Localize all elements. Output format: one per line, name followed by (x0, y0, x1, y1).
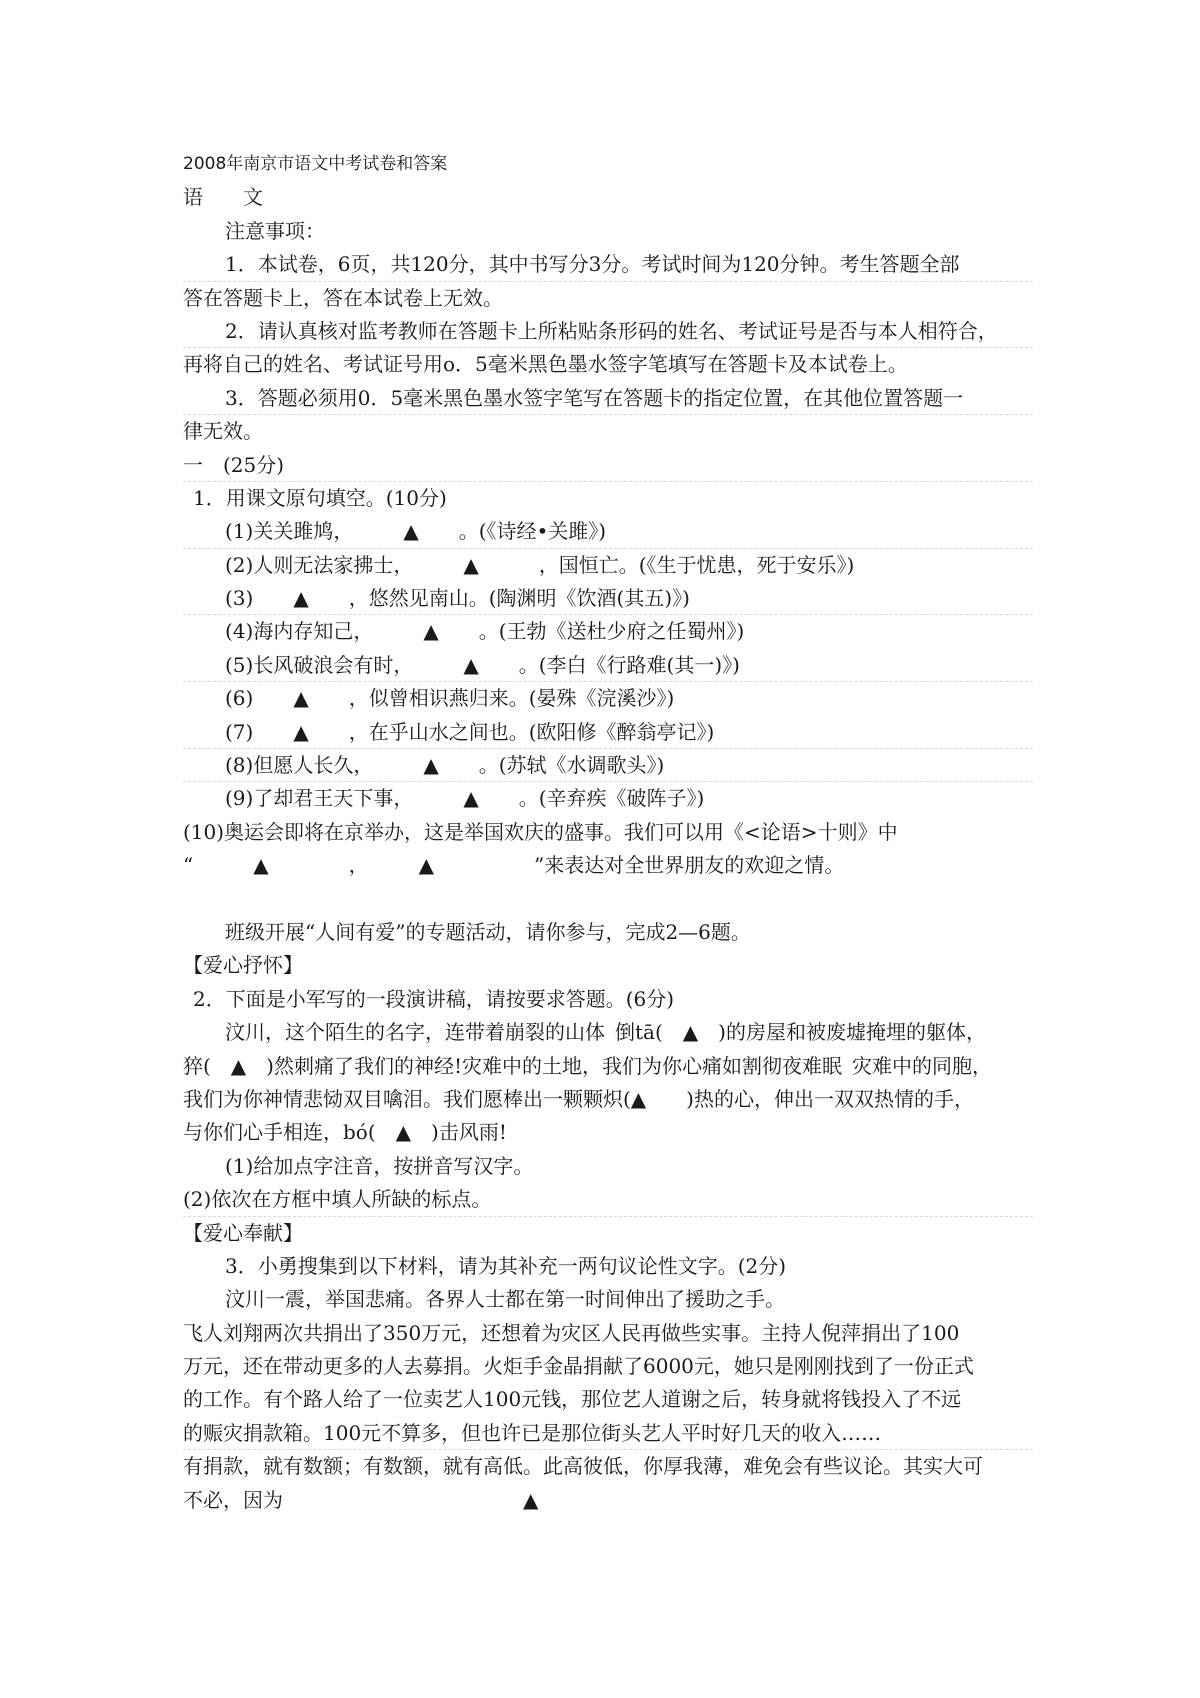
part-b-heading: 【爱心奉献】 (183, 1220, 303, 1245)
question-1-item-7: (7) ▲ ，在乎山水之间也。(欧阳修《醉翁亭记》) (183, 716, 1033, 749)
question-1-item-9: (9)了却君王天下事， ▲ 。(辛弃疾《破阵子》) (225, 786, 705, 811)
question-3-material-line-1: 汶川一震，举国悲痛。各界人士都在第一时间伸出了援助之手。 (225, 1287, 785, 1312)
blank-line (183, 883, 1033, 916)
question-1: 1．用课文原句填空。(10分) (193, 485, 447, 510)
question-2-passage-line-4: 与你们心手相连，bó( ▲ )击风雨! (183, 1120, 507, 1145)
question-3-material-line-7: 不必，因为 ▲ (183, 1487, 539, 1512)
question-2-sub-1: (1)给加点字注音，按拼音写汉字。 (225, 1153, 534, 1178)
note-3-line-1: 3．答题必须用0．5毫米黑色墨水签字笔写在答题卡的指定位置，在其他位置答题一 (183, 382, 1033, 415)
question-1-item-4: (4)海内存知己， ▲ 。(王勃《送杜少府之任蜀州》) (225, 619, 745, 644)
question-2-passage-line-2: 猝( ▲ )然刺痛了我们的神经!灾难中的土地，我们为你心痛如割彻夜难眠 灾难中的同胞， (183, 1053, 993, 1078)
question-2-passage-line-3: 我们为你神情悲恸双目噙泪。我们愿棒出一颗颗炽(▲ )热的心，伸出一双双热情的手， (183, 1086, 974, 1111)
question-3-material-line-3: 万元，还在带动更多的人去募捐。火炬手金晶捐献了6000元，她只是刚刚找到了一份正式 (183, 1354, 974, 1379)
subject-heading: 语 文 (183, 185, 263, 210)
question-3-material-line-4: 的工作。有个路人给了一位卖艺人100元钱，那位艺人道谢之后，转身就将钱投入了不远 (183, 1387, 962, 1412)
question-3-material-line-2: 飞人刘翔两次共捐出了350万元，还想着为灾区人民再做些实事。主持人倪萍捐出了100 (183, 1320, 960, 1345)
exam-content (183, 148, 1033, 1517)
note-1-line-2: 答在答题卡上，答在本试卷上无效。 (183, 285, 503, 310)
question-1-item-6: (6) ▲ ，似曾相识燕归来。(晏殊《浣溪沙》) (225, 686, 675, 711)
question-3-material-line-5: 的赈灾捐款箱。100元不算多，但也许已是那位街头艺人平时好几天的收入…… (183, 1417, 1033, 1450)
question-3: 3．小勇搜集到以下材料，请为其补充一两句议论性文字。(2分) (225, 1253, 787, 1278)
question-1-item-10-line-2: “ ▲ ， ▲ ”来表达对全世界朋友的欢迎之情。 (183, 853, 845, 878)
question-3-material-line-6: 有捐款，就有数额；有数额，就有高低。此高彼低，你厚我薄，难免会有些议论。其实大可 (183, 1454, 983, 1479)
question-2-sub-2: (2)依次在方框中填人所缺的标点。 (183, 1183, 1033, 1216)
question-1-item-1: (1)关关雎鸠， ▲ 。(《诗经•关雎》) (183, 515, 1033, 548)
note-2-line-2: 再将自己的姓名、考试证号用o．5毫米黑色墨水签字笔填写在答题卡及本试卷上。 (183, 352, 908, 377)
note-2-line-1: 2．请认真核对监考教师在答题卡上所粘贴条形码的姓名、考试证号是否与本人相符合， (183, 315, 1033, 348)
question-1-item-10-line-1: (10)奥运会即将在京举办，这是举国欢庆的盛事。我们可以用《<论语>十则》中 (183, 819, 898, 844)
notes-heading: 注意事项： (225, 218, 325, 243)
question-1-item-2: (2)人则无法家拂士， ▲ ，国恒亡。(《生于忧患，死于安乐》) (225, 552, 855, 577)
doc-title: 2008年南京市语文中考试卷和答案 (183, 154, 448, 174)
question-1-item-3: (3) ▲ ，悠然见南山。(陶渊明《饮酒(其五)》) (183, 582, 1033, 615)
question-1-item-5: (5)长风破浪会有时， ▲ 。(李白《行路难(其一)》) (183, 649, 1033, 682)
activity-intro: 班级开展“人间有爱”的专题活动，请你参与，完成2—6题。 (225, 919, 751, 944)
question-2-passage-line-1: 汶川，这个陌生的名字，连带着崩裂的山体 倒tā( ▲ )的房屋和被废墟掩埋的躯体， (225, 1020, 986, 1045)
part-a-heading: 【爱心抒怀】 (183, 953, 303, 978)
question-2: 2．下面是小军写的一段演讲稿，请按要求答题。(6分) (193, 986, 675, 1011)
note-3-line-2: 律无效。 (183, 419, 263, 444)
question-1-item-8: (8)但愿人长久， ▲ 。(苏轼《水调歌头》) (183, 749, 1033, 782)
section-1-heading: 一 (25分) (183, 449, 1033, 482)
note-1-line-1: 1．本试卷，6页，共120分，其中书写分3分。考试时间为120分钟。考生答题全部 (183, 248, 1033, 281)
